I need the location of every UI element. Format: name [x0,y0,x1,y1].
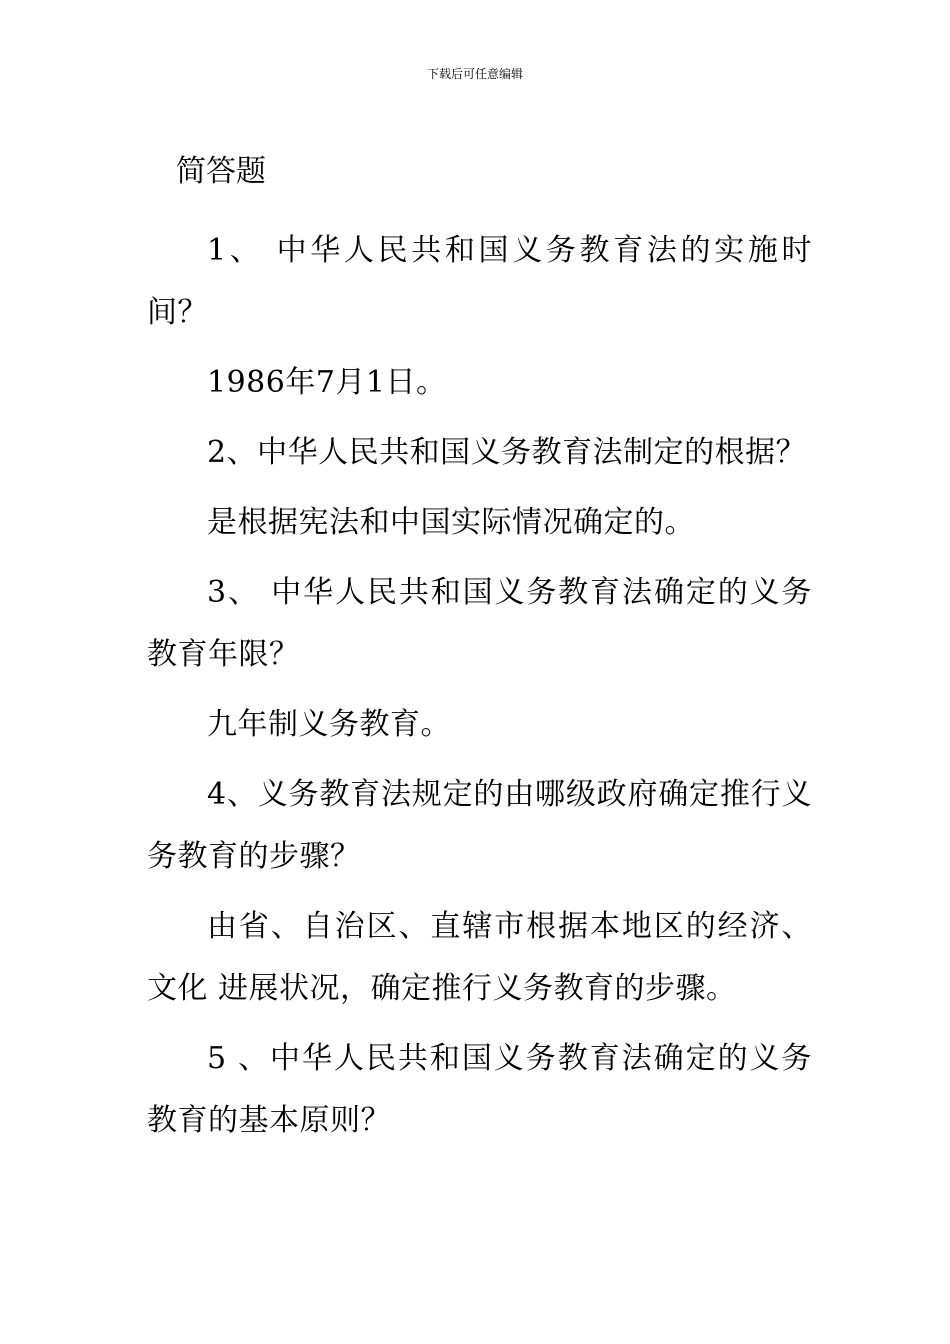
answer-3: 九年制义务教育。 [207,707,451,742]
page-title: 简答题 [176,154,266,189]
question-1: 1、 中华人民共和国义务教育法的实施时间？ [147,233,812,330]
answer-1: 1986年7月1日。 [207,365,447,400]
question-2: 2、中华人民共和国义务教育法制定的根据？ [207,435,807,470]
answer-2: 是根据宪法和中国实际情况确定的。 [207,505,695,540]
document-body [147,220,812,1160]
header-note: 下载后可任意编辑 [426,67,523,81]
question-5: 5 、中华人民共和国义务教育法确定的义务教育的基本原则？ [147,1041,812,1138]
question-4: 4、义务教育法规定的由哪级政府确定推行义务教育的步骤？ [147,777,812,874]
question-3: 3、 中华人民共和国义务教育法确定的义务教育年限？ [147,575,812,672]
answer-4: 由省、自治区、直辖市根据本地区的经济、文化 进展状况，确定推行义务教育的步骤。 [147,909,812,1006]
